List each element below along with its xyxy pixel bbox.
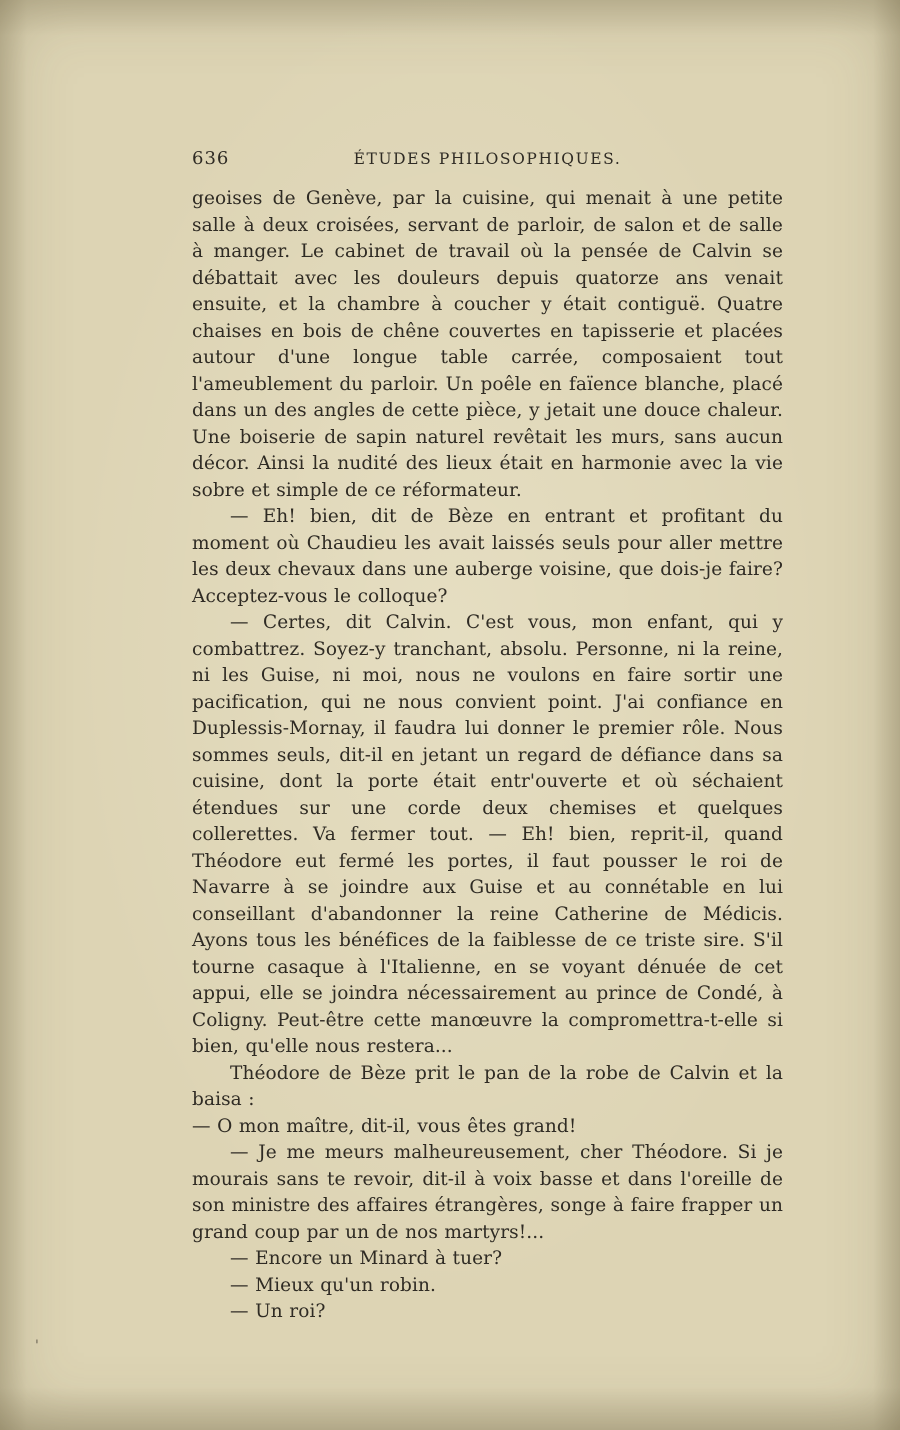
paragraph-dialogue-encore: — Encore un Minard à tuer?	[230, 1248, 503, 1269]
page-number: 636	[192, 148, 230, 169]
paragraph-dialogue-o-mon-maitre: — O mon maître, dit-il, vous êtes grand!	[192, 1115, 577, 1137]
running-title: ÉTUDES PHILOSOPHIQUES.	[353, 150, 622, 168]
paragraph-dialogue-un-roi: — Un roi?	[230, 1301, 326, 1322]
paragraph-continuation: geoises de Genève, par la cuisine, qui menait à une petite salle à deux croisées, servant de parloir, de salon et de salle à manger. Le cabinet de travail où la pensée de Calvin se débattait avec les douleurs depuis quatorze ans venait ensuite, et la chambre à coucher y était contiguë. Quatre chaises en bois de chêne couvertes en tapisserie et placées autour d'une longue table carrée, composaient tout l'ameublement du parloir. Un poêle en faïence blanche, placé dans un des angles de cette pièce, y jetait une douce chaleur. Une boiserie de sapin naturel revêtait les murs, sans aucun décor. Ainsi la nudité des lieux était en harmonie avec la vie sobre et simple de ce réformateur.	[192, 188, 783, 501]
scan-edge-mark: '	[35, 1338, 39, 1354]
text-block	[192, 146, 783, 1326]
running-header	[192, 146, 783, 176]
page-body	[192, 186, 783, 1326]
paragraph-dialogue-beze: — Eh! bien, dit de Bèze en entrant et profitant du moment où Chaudieu les avait laissés seuls pour aller mettre les deux chevaux dans une auberge voisine, que dois-je faire? Acceptez-vous le colloque?	[192, 506, 783, 607]
paragraph-dialogue-mieux: — Mieux qu'un robin.	[230, 1274, 437, 1296]
paragraph-narration: Théodore de Bèze prit le pan de la robe de Calvin et la baisa :	[192, 1062, 783, 1110]
paragraph-dialogue-je-me-meurs: — Je me meurs malheureusement, cher Théodore. Si je mourais sans te revoir, dit-il à voix basse et dans l'oreille de son ministre des affaires étrangères, songe à faire frapper un grand coup par un de nos martyrs!...	[192, 1142, 783, 1243]
paragraph-dialogue-calvin: — Certes, dit Calvin. C'est vous, mon enfant, qui y combattrez. Soyez-y tranchant, absolu. Personne, ni la reine, ni les Guise, ni moi, nous ne voulons en faire sortir une pacification, qui ne nous convient point. J'ai confiance en Duplessis-Mornay, il faudra lui donner le premier rôle. Nous sommes seuls, dit-il en jetant un regard de défiance dans sa cuisine, dont la porte était entr'ouverte et où séchaient étendues sur une corde deux chemises et quelques collerettes. Va fermer tout. — Eh! bien, reprit-il, quand Théodore eut fermé les portes, il faut pousser le roi de Navarre à se joindre aux Guise et au connétable en lui conseillant d'abandonner la reine Catherine de Médicis. Ayons tous les bénéfices de la faiblesse de ce triste sire. S'il tourne casaque à l'Italienne, en se voyant dénuée de cet appui, elle se joindra nécessairement au prince de Condé, à Coligny. Peut-être cette manœuvre la compromettra-t-elle si bien, qu'elle nous restera...	[192, 612, 783, 1057]
